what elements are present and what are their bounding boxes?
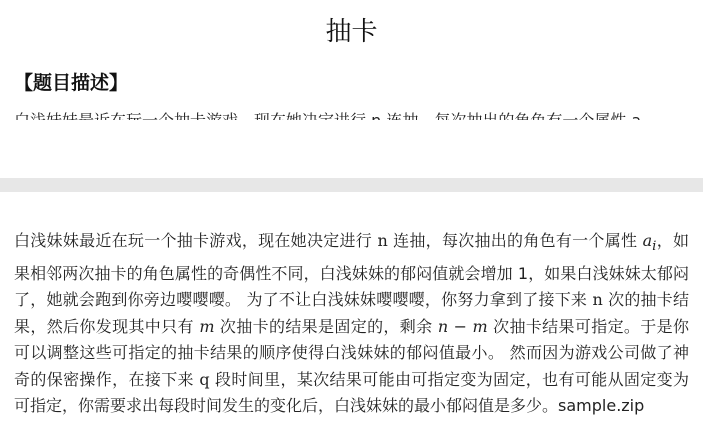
desc-text-7: 段时间里，某次结果可能由可指定变为固定，也有可能从固定变为可指定，你需要求出每段时间发生的变化后，白浅妹妹的最小郁闷值是多少。 bbox=[14, 369, 689, 416]
top-strip bbox=[0, 0, 703, 120]
var-n-2: n bbox=[592, 290, 603, 310]
desc-text-6: 次抽卡结果可指定。于是你可以调整这些可指定的抽卡结果的顺序使得白浅妹妹的郁闷值最小。 然而因为游戏公司做了神奇的保密操作，在接下来 bbox=[14, 316, 689, 389]
desc-text-4: 次的抽卡结果，然后你发现其中只有 bbox=[14, 290, 689, 336]
var-a-subscript: i bbox=[652, 239, 657, 255]
desc-text-3: ，如果相邻两次抽卡的角色属性的奇偶性不同，白浅妹妹的郁闷值就会增加 1，如果白浅妹妹太郁闷了，她就会跑到你旁边嘤嘤嘤。 为了不让白浅妹妹嘤嘤嘤，你努力拿到了接下来 bbox=[14, 231, 689, 310]
var-a: a bbox=[642, 231, 653, 250]
var-n: n bbox=[377, 231, 388, 250]
desc-text-1: 白浅妹妹最近在玩一个抽卡游戏，现在她决定进行 bbox=[14, 231, 378, 250]
page-title: 抽卡 bbox=[325, 17, 378, 47]
desc-text-5: 次抽卡的结果是固定的，剩余 bbox=[214, 316, 438, 336]
blank-gap bbox=[0, 120, 703, 178]
description-body bbox=[0, 231, 703, 444]
sample-zip-link[interactable]: sample.zip bbox=[558, 396, 645, 416]
expr-n-minus-m: n − m bbox=[437, 316, 488, 336]
problem-description-paragraph bbox=[14, 228, 689, 420]
var-q: q bbox=[199, 369, 210, 389]
desc-text-2: 连抽，每次抽出的角色有一个属性 bbox=[387, 231, 643, 250]
section-heading-description: 【题目描述】 bbox=[14, 72, 129, 94]
var-m: m bbox=[199, 316, 215, 336]
page-divider bbox=[0, 178, 703, 192]
